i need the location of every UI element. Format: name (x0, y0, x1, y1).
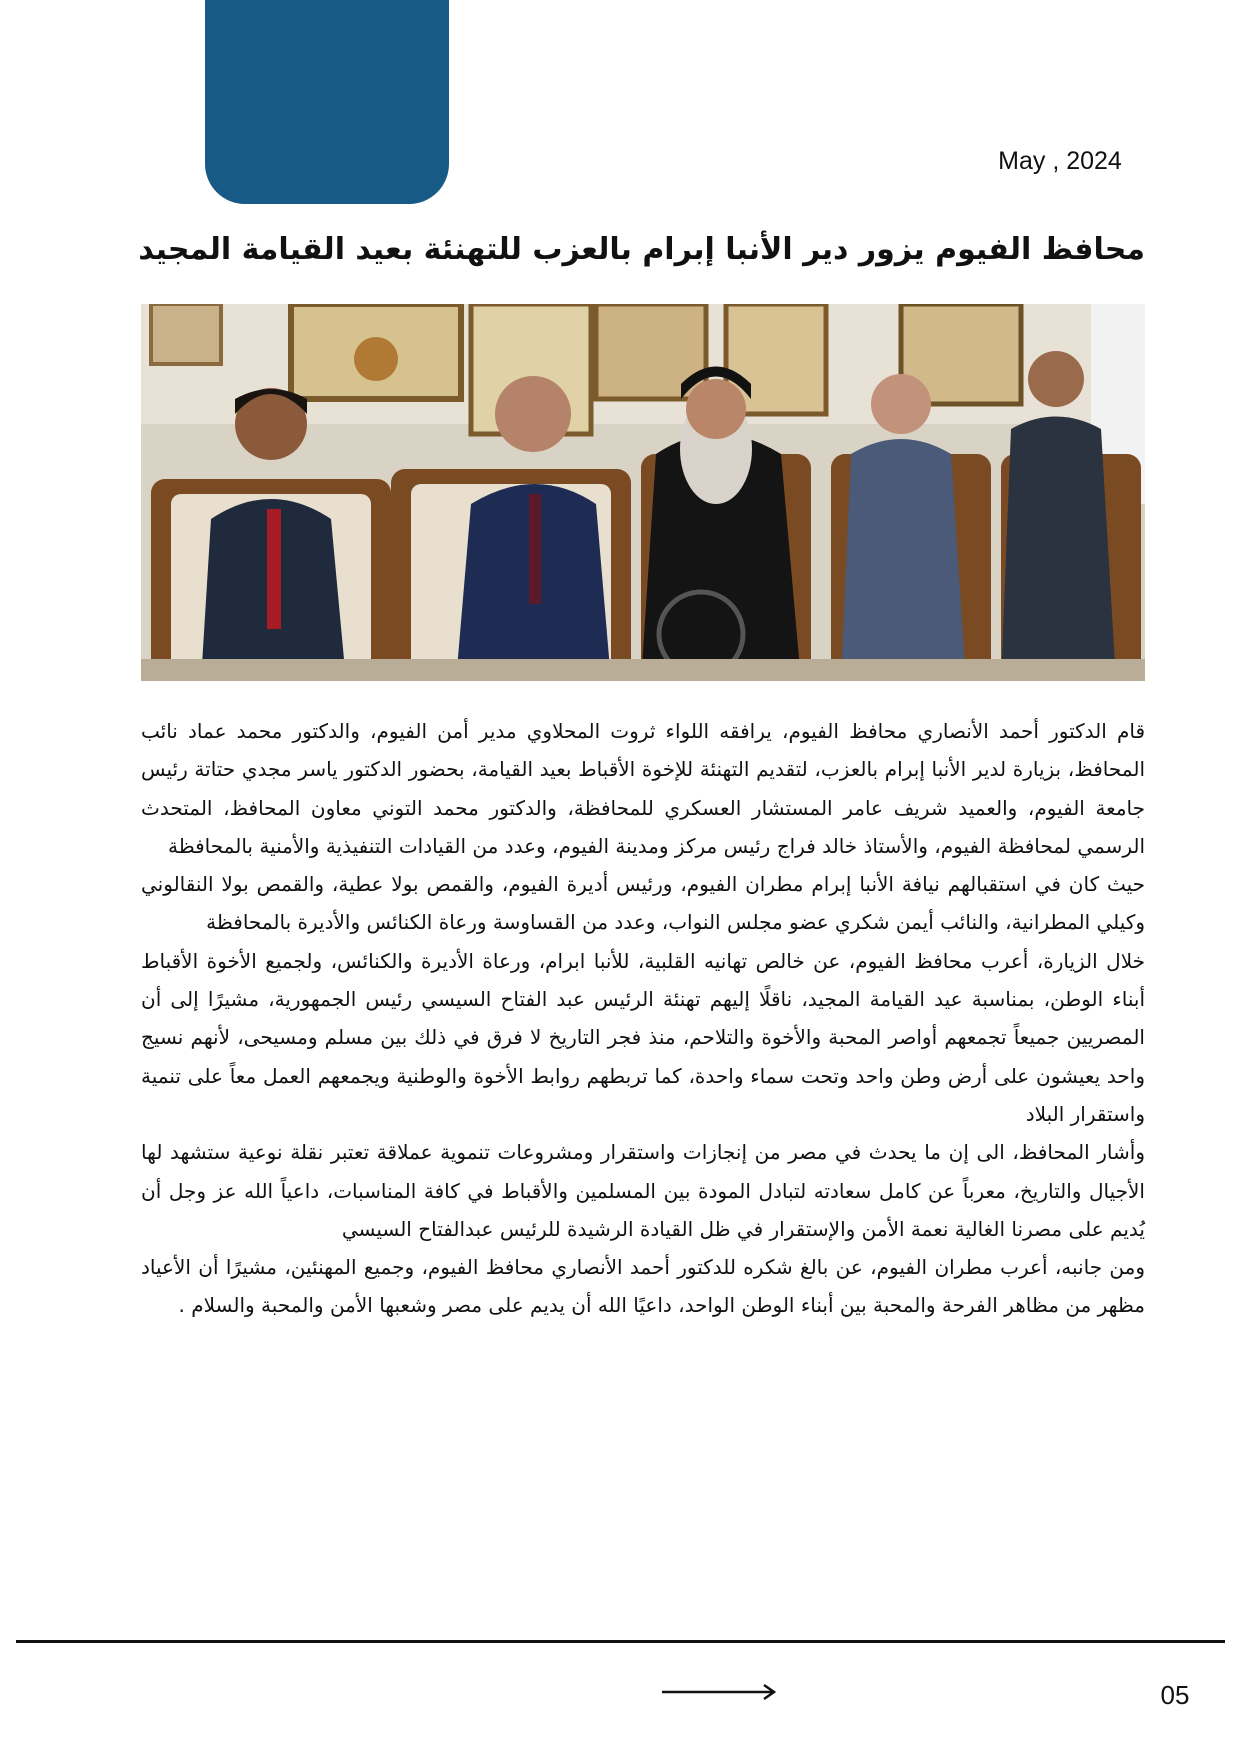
article-paragraph: وأشار المحافظ، الى إن ما يحدث في مصر من إنجازات واستقرار ومشروعات تنموية عملاقة تعتبر نقلة نوعية ستشهد لها الأجيال والتاريخ، معرباً عن كامل سعادته لتبادل المودة بين المسلمين والأقباط في كافة المناسبات، داعياً الله عز وجل أن يُديم على مصرنا الغالية نعمة الأمن والإستقرار في ظل القيادة الرشيدة للرئيس عبدالفتاح السيسي (141, 1140, 1145, 1241)
page-number: 05 (1160, 1680, 1190, 1710)
article-body (141, 712, 1145, 1325)
article-paragraph: قام الدكتور أحمد الأنصاري محافظ الفيوم، يرافقه اللواء ثروت المحلاوي مدير أمن الفيوم، والدكتور محمد عماد نائب المحافظ، بزيارة لدير الأنبا إبرام بالعزب، لتقديم التهنئة للإخوة الأقباط بعيد القيامة، بحضور الدكتور ياسر مجدي حتاتة رئيس جامعة الفيوم، والعميد شريف عامر المستشار العسكري للمحافظة، والدكتور محمد التوني معاون المحافظ، المتحدث الرسمي لمحافظة الفيوم، والأستاذ خالد فراج رئيس مركز ومدينة الفيوم، وعدد من القيادات التنفيذية والأمنية بالمحافظة (141, 719, 1145, 858)
header-tab-decoration (205, 0, 449, 204)
footer-divider (16, 1640, 1225, 1643)
article-paragraph: خلال الزيارة، أعرب محافظ الفيوم، عن خالص تهانيه القلبية، للأنبا ابرام، ورعاة الأديرة والكنائس، ولجميع الأخوة الأقباط أبناء الوطن، بمناسبة عيد القيامة المجيد، ناقلًا إليهم تهنئة الرئيس عبد الفتاح السيسي رئيس الجمهورية، مشيرًا إلى أن المصريين جميعاً تجمعهم أواصر المحبة والأخوة والتلاحم، منذ فجر التاريخ لا فرق في ذلك بين مسلم ومسيحى، لأنهم نسيج واحد يعيشون على أرض وطن واحد وتحت سماء واحدة، كما تربطهم روابط الأخوة والوطنية ويجمعهم العمل معاً على تنمية واستقرار البلاد (141, 948, 1145, 1126)
article-title: محافظ الفيوم يزور دير الأنبا إبرام بالعزب للتهنئة بعيد القيامة المجيد (138, 232, 1145, 267)
right-arrow-icon (660, 1682, 780, 1706)
article-paragraph: حيث كان في استقبالهم نيافة الأنبا إبرام مطران الفيوم، ورئيس أديرة الفيوم، والقمص بولا عطية، والقمص بولا النقالوني وكيلي المطرانية، والنائب أيمن شكري عضو مجلس النواب، وعدد من القساوسة ورعاة الكنائس والأديرة بالمحافظة (141, 872, 1145, 935)
article-paragraph: ومن جانبه، أعرب مطران الفيوم، عن بالغ شكره للدكتور أحمد الأنصاري محافظ الفيوم، وجميع المهنئين، مشيرًا أن الأعياد مظهر من مظاهر الفرحة والمحبة بين أبناء الوطن الواحد، داعيًا الله أن يديم على مصر وشعبها الأمن والمحبة والسلام . (141, 1255, 1145, 1318)
article-photo (141, 304, 1145, 681)
issue-date: May , 2024 (998, 147, 1122, 175)
